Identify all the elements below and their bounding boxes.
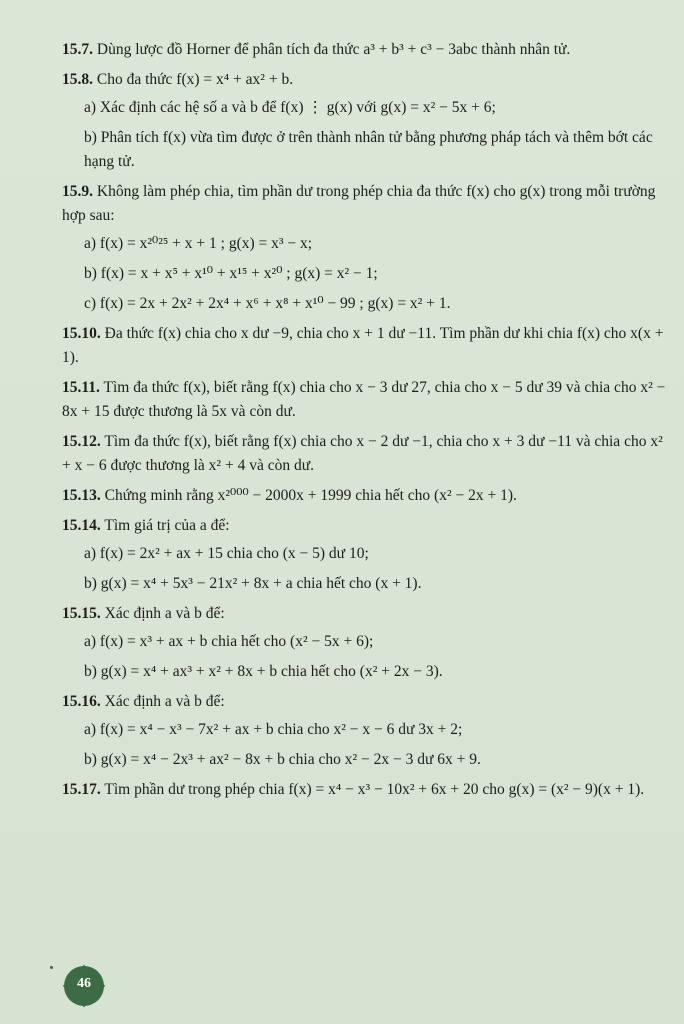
exercise-statement: [62, 38, 674, 62]
exercise-part: b) f(x) = x + x⁵ + x¹⁰ + x¹⁵ + x²⁰ ; g(x) = x² − 1;: [84, 265, 378, 283]
exercise-part: b) Phân tích f(x) vừa tìm được ở trên thành nhân tử bằng phương pháp tách và thêm bớt các hạng tử.: [84, 129, 653, 171]
exercise-15-8: [62, 68, 674, 174]
exercise-number: 15.7.: [62, 41, 93, 58]
exercise-part: a) Xác định các hệ số a và b để f(x) ⋮ g(x) với g(x) = x² − 5x + 6;: [84, 99, 496, 117]
exercise-number: 15.14.: [62, 517, 101, 535]
exercise-statement: [62, 376, 674, 424]
exercise-statement: [62, 602, 674, 626]
exercise-number: 15.9.: [62, 183, 93, 201]
exercise-text: Tìm đa thức f(x), biết rằng f(x) chia cho x − 3 dư 27, chia cho x − 5 dư 39 và chia cho x² − 8x + 15 được thương là 5x và còn dư.: [62, 379, 666, 421]
exercise-statement: [62, 68, 674, 92]
exercise-list: [62, 38, 674, 808]
exercise-part: b) g(x) = x⁴ + ax³ + x² + 8x + b chia hết cho (x² + 2x − 3).: [84, 663, 443, 681]
exercise-text: Cho đa thức f(x) = x⁴ + ax² + b.: [96, 71, 294, 89]
exercise-part: b) g(x) = x⁴ − 2x³ + ax² − 8x + b chia cho x² − 2x − 3 dư 6x + 9.: [84, 751, 481, 769]
exercise-part: a) f(x) = x⁴ − x³ − 7x² + ax + b chia cho x² − x − 6 dư 3x + 2;: [84, 721, 463, 739]
exercise-part: a) f(x) = x³ + ax + b chia hết cho (x² − 5x + 6);: [84, 633, 374, 651]
page-number-badge: [64, 966, 104, 1006]
exercise-part: c) f(x) = 2x + 2x² + 2x⁴ + x⁶ + x⁸ + x¹⁰ − 99 ; g(x) = x² + 1.: [84, 295, 451, 313]
exercise-15-10: [62, 322, 674, 370]
exercise-text: Xác định a và b để:: [104, 693, 225, 711]
exercise-number: 15.8.: [62, 71, 93, 89]
exercise-number: 15.16.: [62, 693, 101, 711]
exercise-text: Đa thức f(x) chia cho x dư −9, chia cho x + 1 dư −11. Tìm phần dư khi chia f(x) cho x(x + 1).: [62, 325, 664, 367]
exercise-statement: [62, 430, 674, 478]
exercise-15-15: [62, 602, 674, 684]
exercise-statement: [62, 322, 674, 370]
exercise-statement: [62, 180, 674, 228]
exercise-statement: [62, 514, 674, 538]
exercise-part: a) f(x) = 2x² + ax + 15 chia cho (x − 5) dư 10;: [84, 545, 369, 563]
exercise-15-13: [62, 484, 674, 508]
exercise-number: 15.12.: [62, 433, 101, 451]
exercise-text: Tìm đa thức f(x), biết rằng f(x) chia cho x − 2 dư −1, chia cho x + 3 dư −11 và chia cho x² + x − 6 được thương là x² + 4 và còn dư.: [62, 433, 663, 475]
page-number: 46: [77, 976, 91, 991]
exercise-number: 15.11.: [62, 379, 100, 397]
exercise-part: b) g(x) = x⁴ + 5x³ − 21x² + 8x + a chia hết cho (x + 1).: [84, 575, 422, 593]
exercise-text: Chứng minh rằng x²⁰⁰⁰ − 2000x + 1999 chia hết cho (x² − 2x + 1).: [104, 487, 517, 505]
exercise-statement: [62, 484, 674, 508]
exercise-15-9: [62, 180, 674, 316]
exercise-15-17: [62, 778, 674, 802]
exercise-15-7: [62, 38, 674, 62]
exercise-number: 15.15.: [62, 605, 101, 623]
exercise-part: a) f(x) = x²⁰²⁵ + x + 1 ; g(x) = x³ − x;: [84, 235, 313, 253]
exercise-statement: [62, 690, 674, 714]
exercise-statement: [62, 778, 674, 802]
decorative-dot: [50, 966, 53, 969]
exercise-text: Tìm giá trị của a để:: [104, 517, 230, 535]
exercise-15-14: [62, 514, 674, 596]
exercise-number: 15.10.: [62, 325, 101, 343]
exercise-text: Tìm phần dư trong phép chia f(x) = x⁴ − x³ − 10x² + 6x + 20 cho g(x) = (x² − 9)(x + 1).: [104, 781, 645, 799]
exercise-number: 15.17.: [62, 781, 101, 799]
exercise-15-16: [62, 690, 674, 772]
exercise-15-12: [62, 430, 674, 478]
exercise-text: Dùng lược đồ Horner để phân tích đa thức a³ + b³ + c³ − 3abc thành nhân tử.: [96, 41, 571, 58]
exercise-text: Không làm phép chia, tìm phần dư trong phép chia đa thức f(x) cho g(x) trong mỗi trường hợp sau:: [62, 183, 656, 225]
exercise-15-11: [62, 376, 674, 424]
exercise-text: Xác định a và b để:: [104, 605, 225, 623]
exercise-number: 15.13.: [62, 487, 101, 505]
